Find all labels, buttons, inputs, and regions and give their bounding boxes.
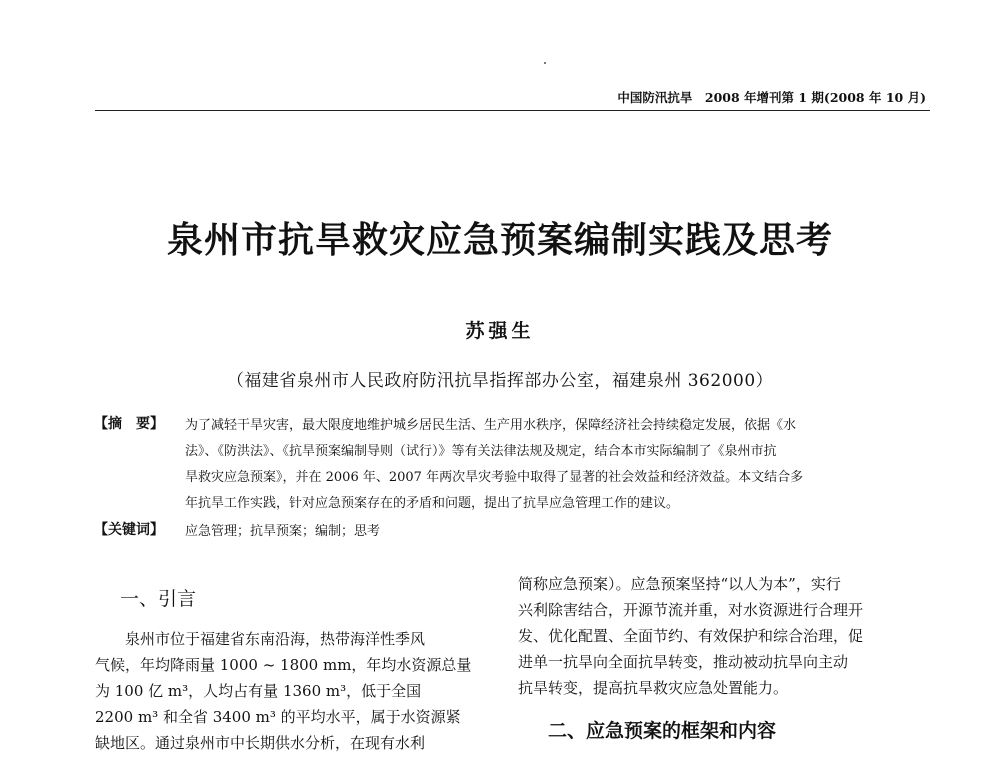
article-title: 泉州市抗旱救灾应急预案编制实践及思考	[166, 219, 833, 261]
section-heading-framework: 二、应急预案的框架和内容	[548, 720, 777, 742]
abstract-line: 旱救灾应急预案》，并在 2006 年、2007 年两次旱灾考验中取得了显著的社会效益和经济效益。本文结合多	[185, 470, 804, 485]
body-line: 2200 m³ 和全省 3400 m³ 的平均水平，属于水资源紧	[95, 708, 461, 726]
header-rule	[95, 110, 930, 111]
body-line: 泉州市位于福建省东南沿海，热带海洋性季风	[95, 630, 426, 648]
body-line: 进单一抗旱向全面抗旱转变，推动被动抗旱向主动	[518, 653, 849, 671]
body-line: 气候，年均降雨量 1000 ~ 1800 mm，年均水资源总量	[95, 656, 472, 674]
author-name: 苏强生	[465, 320, 535, 342]
body-line: 发、优化配置、全面节约、有效保护和综合治理，促	[518, 627, 864, 645]
abstract-label: 【摘 要】	[94, 416, 164, 432]
body-line: 兴利除害结合，开源节流并重，对水资源进行合理开	[518, 601, 864, 619]
abstract-line: 年抗旱工作实践，针对应急预案存在的矛盾和问题，提出了抗旱应急管理工作的建议。	[185, 496, 680, 511]
body-line: 简称应急预案）。应急预案坚持“以人为本”，实行	[518, 575, 841, 593]
body-line: 缺地区。通过泉州市中长期供水分析，在现有水利	[95, 734, 426, 752]
abstract-line: 为了减轻干旱灾害，最大限度地维护城乡居民生活、生产用水秩序，保障经济社会持续稳定发展，依据《水	[185, 418, 797, 433]
keywords-label: 【关键词】	[94, 522, 164, 538]
keywords-text: 应急管理；抗旱预案；编制；思考	[185, 524, 381, 539]
section-heading-introduction: 一、引言	[120, 588, 197, 610]
body-line: 为 100 亿 m³，人均占有量 1360 m³，低于全国	[95, 682, 422, 700]
abstract-line: 法》、《防洪法》、《抗旱预案编制导则（试行）》等有关法律法规及规定，结合本市实际编制了《泉州市抗	[185, 444, 777, 459]
journal-header: 中国防汛抗旱 2008 年增刊第 1 期(2008 年 10 月)	[617, 90, 926, 105]
author-affiliation: （福建省泉州市人民政府防汛抗旱指挥部办公室，福建泉州 362000）	[226, 371, 774, 391]
body-line: 抗旱转变，提高抗旱救灾应急处置能力。	[518, 679, 789, 697]
scan-speck	[544, 62, 546, 64]
